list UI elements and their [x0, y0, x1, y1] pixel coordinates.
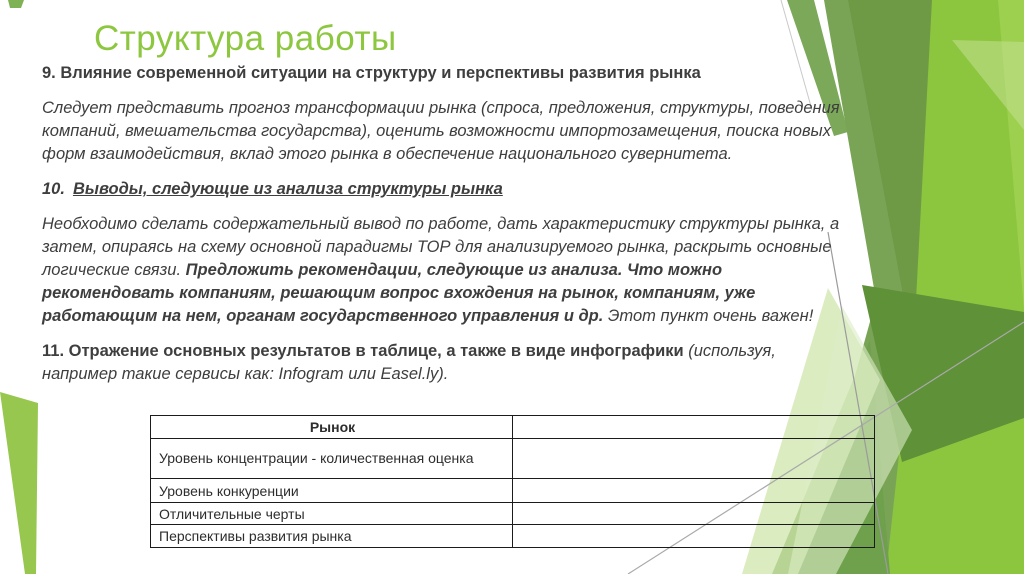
section-11-heading-bold: 11. Отражение основных результатов в таблице, а также в виде инфографики [42, 342, 689, 360]
table-header-row [151, 416, 875, 439]
table-row-label: Перспективы развития рынка [151, 525, 513, 548]
table-row-value [513, 503, 875, 525]
table-header-value [513, 416, 875, 439]
results-table [150, 415, 875, 548]
table-row-value [513, 479, 875, 503]
page-title: Структура работы [94, 19, 397, 58]
section-9-heading: 9. Влияние современной ситуации на структуру и перспективы развития рынка [42, 64, 701, 82]
section-10-heading-text: Выводы, следующие из анализа структуры рынка [72, 180, 503, 198]
table-row-value [513, 439, 875, 479]
table-row-label: Отличительные черты [151, 503, 513, 525]
section-10-body [42, 213, 844, 328]
section-11-heading [42, 340, 844, 386]
section-9-body: Следует представить прогноз трансформации рынка (спроса, предложения, структуры, поведения компаний, вмешательства государства), оценить возможности импортозамещения, поиска новых форм взаимодействия, вклад этого рынка в обеспечение национального сувернитета. [42, 99, 840, 163]
table-row [151, 503, 875, 525]
facet-topleft-mark [8, 0, 24, 8]
section-10-body-note: Этот пункт очень важен! [607, 307, 814, 325]
table-header-market: Рынок [151, 416, 513, 439]
table-row-value [513, 525, 875, 548]
table-row-label: Уровень конкуренции [151, 479, 513, 503]
table-row-label: Уровень концентрации - количественная оценка [151, 439, 513, 479]
section-10-body-bold: Предложить рекомендации, следующие из анализа. Что можно рекомендовать компаниям, решающим вопрос вхождения на рынок, компаниям, уже работающим на нем, органам государственного управления и др. [42, 261, 756, 325]
section-11-heading-italic: (используя, например такие сервисы как: Infogram или Easel.ly). [42, 342, 776, 383]
table-row [151, 525, 875, 548]
facet-left-wedge [0, 392, 38, 574]
section-10-heading [42, 178, 844, 201]
section-10-body-regular: Необходимо сделать содержательный вывод по работе, дать характеристику структуры рынка, а затем, опираясь на схему основной парадигмы ТОР для анализируемого рынка, раскрыть основные логические связи. [42, 215, 840, 279]
section-10-number: 10. [42, 180, 65, 198]
slide-body [42, 62, 844, 398]
table-row [151, 479, 875, 503]
table-row [151, 439, 875, 479]
